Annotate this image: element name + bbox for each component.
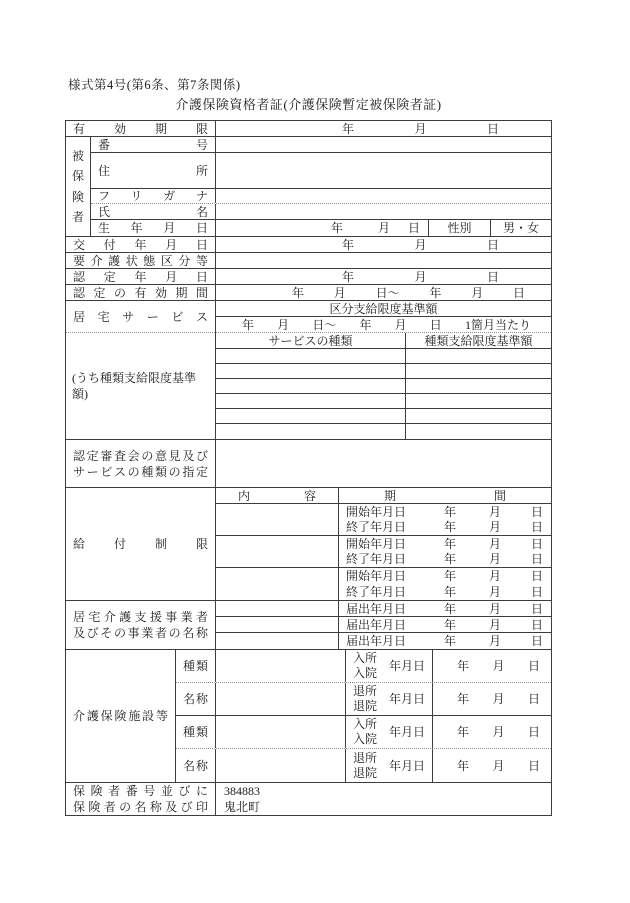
label-facility-type: 種類 — [176, 650, 216, 682]
row-name — [91, 204, 551, 220]
month-label: 月 — [414, 269, 427, 284]
notification-date-line: 届出年月日 年 月 日 — [346, 634, 543, 648]
per-month-label: 1箇月当たり — [464, 317, 531, 332]
label-issue-date: 交付年月日 — [66, 237, 216, 252]
day-label: 日 — [407, 221, 420, 235]
year-label: 年 — [443, 602, 456, 616]
row-insurer — [66, 783, 551, 815]
certification-date-value — [216, 269, 551, 284]
label-facility-type: 種類 — [176, 716, 216, 748]
day-label: 日 — [527, 659, 540, 673]
day-label: 日 — [486, 121, 499, 136]
label-facility-name: 名称 — [176, 749, 216, 782]
provider-row — [216, 617, 551, 633]
row-address — [91, 153, 551, 189]
year-label: 年 — [443, 618, 456, 632]
provider-row — [216, 633, 551, 649]
service-row — [216, 409, 551, 424]
day-label: 日 — [530, 618, 543, 632]
insured-number-value — [216, 137, 551, 152]
label-certification-period: 認定の有効期間 — [66, 285, 216, 300]
section-care-facility — [66, 650, 551, 783]
benefit-end-line: 終了年月日 年 月 日 — [346, 520, 543, 535]
service-type-cell — [216, 409, 406, 423]
row-certification-date — [66, 269, 551, 285]
furigana-value — [216, 189, 551, 203]
month-label: 月 — [414, 237, 427, 252]
year-label: 年 — [457, 725, 470, 739]
day-label: 日 — [527, 758, 540, 773]
discharge-date-value — [433, 749, 551, 782]
discharge-date-value — [433, 683, 551, 715]
service-type-cell — [216, 424, 406, 439]
day-label: 日 — [530, 504, 543, 519]
review-board-opinion-value — [216, 440, 551, 487]
day-label: 日 — [512, 285, 525, 300]
row-furigana — [91, 189, 551, 204]
benefit-content-cell — [216, 536, 339, 567]
admission-date-value — [433, 716, 551, 748]
service-type-cell — [216, 379, 406, 393]
label-address: 住所 — [91, 153, 216, 188]
provider-name-cell — [216, 617, 339, 632]
year-label: 年 — [443, 552, 456, 567]
benefit-content-cell — [216, 504, 339, 535]
label-valid-until: 有効期限 — [66, 121, 216, 136]
care-level-value — [216, 253, 551, 268]
section-home-service — [66, 301, 551, 440]
month-label: 月 — [394, 317, 407, 332]
issue-date-value — [216, 237, 551, 252]
day-label: 日 — [530, 536, 543, 551]
row-certification-period — [66, 285, 551, 301]
day-label: 日 — [527, 725, 540, 739]
birthdate-value — [216, 220, 429, 236]
month-label: 月 — [492, 758, 505, 773]
valid-until-value — [216, 121, 551, 136]
label-furigana: フリガナ — [91, 189, 216, 203]
label-sex: 性別 — [429, 220, 491, 236]
header-content: 内容 — [216, 488, 339, 503]
year-label: 年 — [443, 536, 456, 551]
month-label: 月 — [471, 285, 484, 300]
month-label: 月 — [492, 725, 505, 739]
section-care-support-provider — [66, 601, 551, 650]
notification-date-line: 届出年月日 年 月 日 — [346, 602, 543, 616]
facility-row-type — [176, 716, 551, 749]
benefit-content-cell — [216, 568, 339, 600]
discharge-date-label: 退所 退院 年月日 — [346, 683, 433, 715]
discharge-date-label: 退所 退院 年月日 — [346, 749, 433, 782]
year-label: 年 — [443, 585, 456, 599]
facility-type-cell — [216, 716, 346, 748]
benefit-group — [216, 504, 551, 536]
row-insured-number — [91, 137, 551, 153]
day-label: 日 — [530, 552, 543, 567]
service-type-cell — [216, 394, 406, 408]
type-limit-cell — [406, 409, 551, 423]
year-label: 年 — [457, 692, 470, 706]
row-valid-until — [66, 121, 551, 137]
year-label: 年 — [342, 121, 355, 136]
address-value — [216, 153, 551, 188]
year-label: 年 — [443, 634, 456, 648]
category-limit-period — [216, 317, 551, 333]
row-review-board-opinion — [66, 440, 551, 488]
label-home-service: 居宅サービス — [66, 301, 215, 333]
page-title: 介護保険資格者証(介護保険暫定被保険者証) — [175, 97, 442, 112]
admission-date-label: 入所 入院 年月日 — [346, 650, 433, 682]
day-label: 日 — [530, 602, 543, 616]
month-label: 月 — [377, 221, 390, 235]
year-label: 年 — [342, 269, 355, 284]
certificate-table — [65, 120, 552, 816]
label-benefit-restriction: 給付制限 — [66, 488, 216, 600]
service-type-cell — [216, 364, 406, 378]
type-limit-cell — [406, 394, 551, 408]
type-limit-cell — [406, 424, 551, 439]
month-label: 月 — [488, 569, 501, 583]
month-label: 月 — [488, 634, 501, 648]
insurer-number: 384883 — [224, 784, 260, 798]
section-benefit-restriction — [66, 488, 551, 601]
header-service-type: サービスの種類 — [216, 333, 406, 348]
insurer-name: 鬼北町 — [224, 800, 261, 814]
year-label: 年 — [359, 317, 372, 332]
year-label: 年 — [443, 520, 456, 535]
service-row — [216, 379, 551, 394]
notification-date-line: 届出年月日 年 月 日 — [346, 618, 543, 632]
facility-row-name — [176, 749, 551, 782]
month-label: 月 — [488, 602, 501, 616]
certification-period-value — [216, 285, 551, 300]
name-value — [216, 204, 551, 219]
label-insurer: 保険者番号並びに 保険者の名称及び印 — [66, 783, 216, 815]
type-limit-cell — [406, 379, 551, 393]
day-label: 日 — [486, 269, 499, 284]
month-label: 月 — [277, 317, 290, 332]
label-care-facility: 介護保険施設等 — [66, 650, 176, 782]
year-label: 年 — [242, 317, 255, 332]
day-tilde-label: 日〜 — [312, 317, 337, 332]
year-label: 年 — [342, 237, 355, 252]
facility-row-type — [176, 650, 551, 683]
header-period: 期間 — [384, 488, 506, 503]
benefit-header — [216, 488, 551, 504]
year-label: 年 — [443, 504, 456, 519]
admission-date-value — [433, 650, 551, 682]
label-review-board-opinion: 認定審査会の意見及び サービスの種類の指定 — [66, 440, 216, 487]
label-facility-name: 名称 — [176, 683, 216, 715]
facility-row-name — [176, 683, 551, 716]
service-row — [216, 394, 551, 409]
benefit-group — [216, 536, 551, 568]
month-label: 月 — [488, 504, 501, 519]
provider-name-cell — [216, 601, 339, 616]
provider-row — [216, 601, 551, 617]
type-limit-cell — [406, 349, 551, 363]
row-birthdate — [91, 220, 551, 236]
month-label: 月 — [488, 618, 501, 632]
benefit-start-line: 開始年月日 年 月 日 — [346, 569, 543, 583]
benefit-end-line: 終了年月日 年 月 日 — [346, 585, 543, 599]
day-label: 日 — [530, 520, 543, 535]
row-care-level — [66, 253, 551, 269]
label-name: 氏名 — [91, 204, 216, 219]
label-care-level: 要介護状態区分等 — [66, 253, 216, 268]
facility-name-cell — [216, 683, 346, 715]
year-label: 年 — [330, 221, 343, 235]
label-birthdate: 生年月日 — [91, 220, 216, 236]
service-row — [216, 424, 551, 439]
year-label: 年 — [457, 659, 470, 673]
year-label: 年 — [457, 758, 470, 773]
header-category-limit: 区分支給限度基準額 — [216, 301, 551, 317]
label-certification-date: 認定年月日 — [66, 269, 216, 284]
benefit-start-line: 開始年月日 年 月 日 — [346, 536, 543, 551]
day-label: 日 — [527, 692, 540, 706]
day-tilde-label: 日〜 — [375, 285, 400, 300]
row-issue-date — [66, 237, 551, 253]
day-label: 日 — [429, 317, 442, 332]
benefit-end-line: 終了年月日 年 月 日 — [346, 552, 543, 567]
label-insured-number: 番号 — [91, 137, 216, 152]
benefit-start-line: 開始年月日 年 月 日 — [346, 504, 543, 519]
label-care-support-provider: 居宅介護支援事業者 及びその事業者の名称 — [66, 601, 216, 649]
month-label: 月 — [488, 520, 501, 535]
month-label: 月 — [414, 121, 427, 136]
form-number-line: 様式第4号(第6条、第7条関係) — [68, 78, 241, 92]
month-label: 月 — [333, 285, 346, 300]
provider-name-cell — [216, 633, 339, 649]
year-label: 年 — [429, 285, 442, 300]
day-label: 日 — [530, 634, 543, 648]
header-type-limit: 種類支給限度基準額 — [424, 333, 533, 348]
section-insured-person — [66, 137, 551, 237]
day-label: 日 — [486, 237, 499, 252]
type-limit-cell — [406, 364, 551, 378]
admission-date-label: 入所 入院 年月日 — [346, 716, 433, 748]
insured-person-vertical-label: 被 保 険 者 — [66, 137, 91, 236]
day-label: 日 — [530, 585, 543, 599]
service-table-header — [216, 333, 551, 349]
year-label: 年 — [443, 569, 456, 583]
label-type-limit-amount: (うち種類支給限度基準額) — [72, 371, 196, 401]
facility-type-cell — [216, 650, 346, 682]
month-label: 月 — [492, 659, 505, 673]
day-label: 日 — [530, 569, 543, 583]
facility-name-cell — [216, 749, 346, 782]
month-label: 月 — [492, 692, 505, 706]
month-label: 月 — [488, 552, 501, 567]
month-label: 月 — [488, 585, 501, 599]
service-type-cell — [216, 349, 406, 363]
service-row — [216, 349, 551, 364]
benefit-group — [216, 568, 551, 600]
service-row — [216, 364, 551, 379]
year-label: 年 — [292, 285, 305, 300]
sex-value: 男・女 — [502, 221, 539, 235]
month-label: 月 — [488, 536, 501, 551]
